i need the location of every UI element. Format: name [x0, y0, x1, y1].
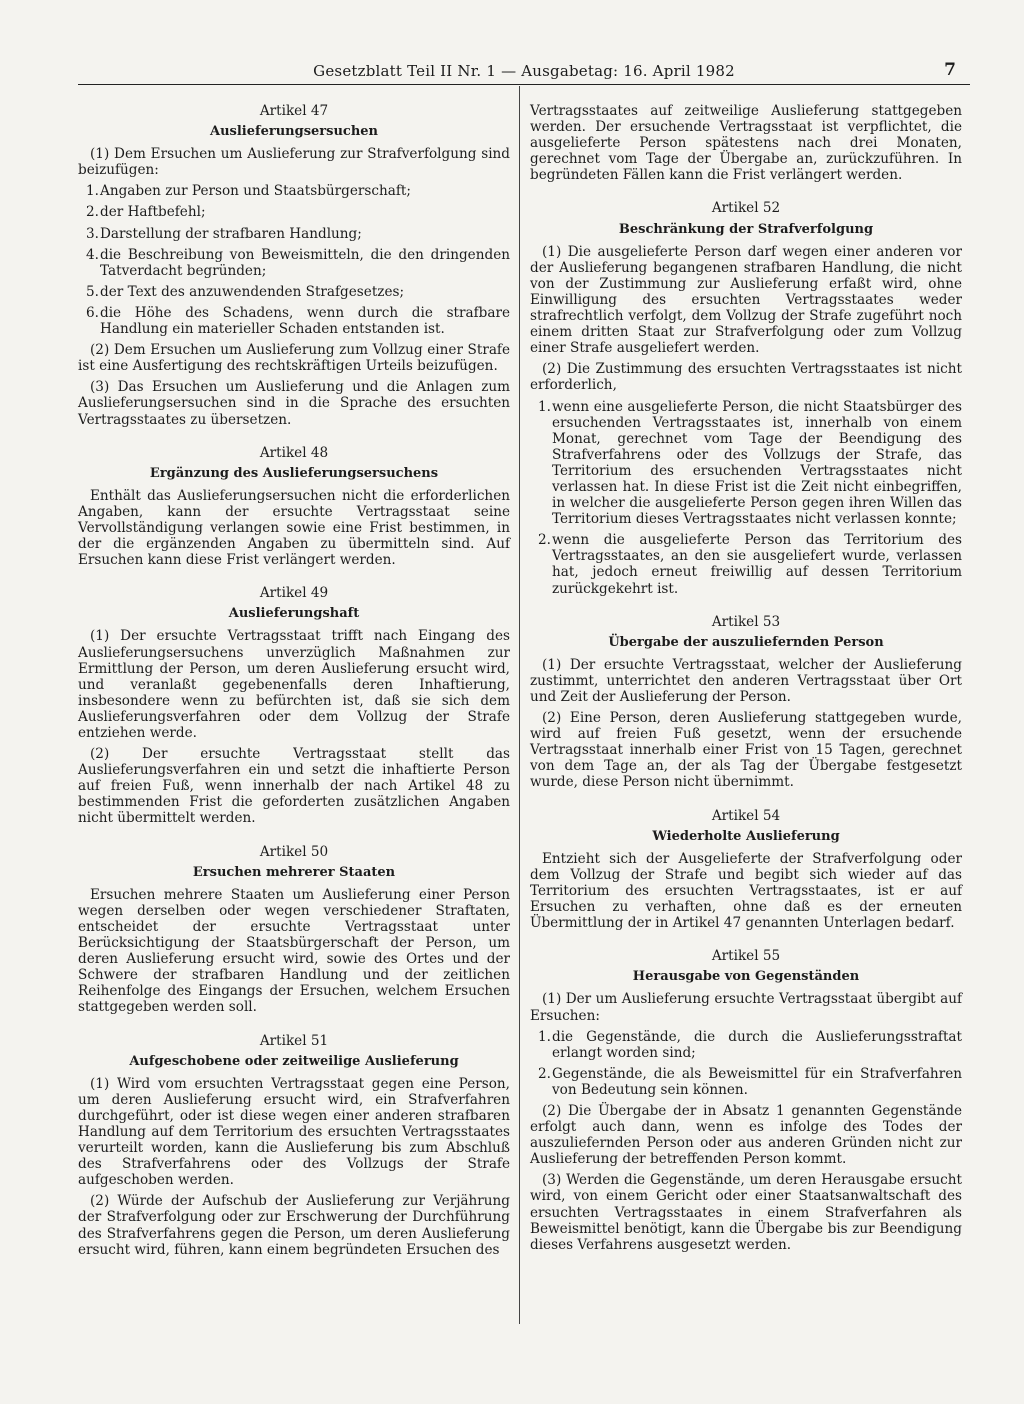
right-column: [530, 103, 962, 1258]
list-item-number: 4.: [86, 246, 99, 263]
article-title: Beschränkung der Strafverfolgung: [618, 221, 874, 237]
list-item: [78, 226, 510, 242]
article-title: Ersuchen mehrerer Staaten: [192, 864, 396, 880]
article-paragraph: Enthält das Auslieferungsersuchen nicht die erforderlichen Angaben, kann der ersuchte Vertragsstaat seine Vervollständigung verlangen sowie eine Frist bestimmen, in der die ergänzenden Angaben zu übermitteln sind. Auf Ersuchen kann diese Frist verlängert werden.: [78, 487, 510, 569]
article-section: [530, 808, 962, 932]
list-item-text: Gegenstände, die als Beweismittel für ein Strafverfahren von Bedeutung sein können.: [552, 1065, 962, 1098]
article-section: [530, 200, 962, 596]
article-paragraph: (1) Dem Ersuchen um Auslieferung zur Strafverfolgung sind beizufügen:: [78, 146, 510, 179]
article-section: [530, 948, 962, 1253]
article-paragraph: (2) Die Zustimmung des ersuchten Vertragsstaates ist nicht erforderlich,: [530, 361, 962, 394]
numbered-list: [530, 399, 962, 597]
article-section: [78, 585, 510, 826]
article-paragraph: (2) Eine Person, deren Auslieferung stattgegeben wurde, wird auf freien Fuß gesetzt, wenn der ersuchende Vertragsstaat innerhalb einer Frist von 15 Tagen, gerechnet von dem Tage an, der als Tag der Übergabe festgesetzt wurde, diese Person nicht übernimmt.: [530, 710, 962, 791]
article-paragraph: (1) Wird vom ersuchten Vertragsstaat gegen eine Person, um deren Auslieferung ersucht wird, ein Strafverfahren durchgeführt, oder ist diese wegen einer anderen strafbaren Handlung auf dem Territorium des ersuchten Vertragsstaates verurteilt worden, kann die Auslieferung bis zum Abschluß des Strafverfahrens oder des Vollzugs der Strafe aufgeschoben werden.: [78, 1075, 510, 1189]
column-divider: [519, 86, 520, 1324]
article-number: Artikel 49: [259, 585, 329, 602]
article-title: Auslieferungshaft: [228, 606, 360, 622]
list-item-text: Angaben zur Person und Staatsbürgerschaft;: [100, 183, 411, 200]
article-number: Artikel 47: [259, 103, 329, 119]
article-section: [78, 1033, 510, 1258]
article-number: Artikel 51: [259, 1032, 329, 1049]
list-item-number: 5.: [86, 283, 99, 300]
list-item-text: die Höhe des Schadens, wenn durch die strafbare Handlung ein materieller Schaden entstanden ist.: [100, 304, 510, 338]
list-item-number: 3.: [86, 225, 99, 242]
article-title: Aufgeschobene oder zeitweilige Auslieferung: [129, 1053, 459, 1069]
article-number: Artikel 48: [259, 444, 329, 461]
list-item: [530, 1066, 962, 1098]
article-number: Artikel 50: [259, 843, 329, 860]
list-item: [78, 284, 510, 300]
article-paragraph: Entzieht sich der Ausgelieferte der Strafverfolgung oder dem Vollzug der Strafe und begibt sich wieder auf das Territorium des ersuchten Vertragsstaates, ist er auf Ersuchen zu verhaften, ohne daß es der erneuten Übermittlung der in Artikel 47 genannten Unterlagen bedarf.: [530, 850, 962, 932]
list-item-text: der Text des anzuwendenden Strafgesetzes;: [100, 283, 405, 300]
list-item-text: die Gegenstände, die durch die Auslieferungsstraftat erlangt worden sind;: [552, 1028, 962, 1061]
article-paragraph: (3) Werden die Gegenstände, um deren Herausgabe ersucht wird, von einem Gericht oder einer Staatsanwaltschaft des ersuchten Vertragsstaates in einem Strafverfahren als Beweismittel benötigt, kann die Übergabe bis zur Beendigung dieses Verfahrens ausgesetzt werden.: [530, 1172, 962, 1253]
list-item: [78, 204, 510, 220]
article-paragraph: (1) Der um Auslieferung ersuchte Vertragsstaat übergibt auf Ersuchen:: [530, 991, 962, 1024]
article-number: Artikel 52: [711, 200, 781, 217]
article-paragraph: (2) Würde der Aufschub der Auslieferung zur Verjährung der Strafverfolgung oder zur Erschwerung der Durchführung des Strafverfahrens gegen die Person, um deren Auslieferung ersucht wird, führen, kann einem begründeten Ersuchen des: [78, 1193, 510, 1258]
list-item-number: 1.: [86, 183, 99, 200]
numbered-list: [530, 1029, 962, 1098]
list-item-text: der Haftbefehl;: [100, 204, 206, 221]
list-item: [530, 399, 962, 528]
article-paragraph: (1) Der ersuchte Vertragsstaat trifft nach Eingang des Auslieferungsersuchens unverzüglich Maßnahmen zur Ermittlung der Person, um deren Auslieferung ersucht wird, und veranlaßt gegebenenfalls deren Inhaftierung, insbesondere wenn zu befürchten ist, daß sie sich dem Auslieferungsverfahren oder dem Vollzug der Strafe entziehen werde.: [78, 628, 510, 741]
article-number: Artikel 53: [711, 613, 781, 630]
article-title: Ergänzung des Auslieferungsersuchens: [149, 465, 439, 481]
list-item: [78, 247, 510, 279]
gazette-title: Gesetzblatt Teil II Nr. 1 — Ausgabetag: 16. April 1982: [313, 62, 735, 80]
article-title: Wiederholte Auslieferung: [652, 828, 840, 844]
list-item-number: 1.: [538, 398, 551, 415]
left-column: [78, 103, 510, 1263]
article-paragraph: (3) Das Ersuchen um Auslieferung und die Anlagen zum Auslieferungsersuchen sind in die Sprache des ersuchten Vertragsstaates zu übersetzen.: [78, 379, 510, 428]
list-item-text: wenn die ausgelieferte Person das Territorium des Vertragsstaates, an den sie ausgeliefert wurde, verlassen hat, jedoch erneut freiwillig auf dessen Territorium zurückgekehrt ist.: [552, 532, 962, 597]
list-item: [530, 532, 962, 596]
article-section: [530, 614, 962, 791]
page-number: 7: [944, 60, 956, 80]
page-header: [78, 62, 970, 85]
article-paragraph: (2) Die Übergabe der in Absatz 1 genannten Gegenstände erfolgt auch dann, wenn es infolge des Todes der auszuliefernden Person oder aus anderen Gründen nicht zur Auslieferung der betreffenden Person kommt.: [530, 1102, 962, 1168]
article-paragraph: (2) Dem Ersuchen um Auslieferung zum Vollzug einer Strafe ist eine Ausfertigung des rechtskräftigen Urteils beizufügen.: [78, 342, 510, 375]
article-number: Artikel 54: [711, 807, 781, 824]
article-number: Artikel 55: [711, 948, 781, 965]
continued-paragraph: Vertragsstaates auf zeitweilige Auslieferung stattgegeben werden. Der ersuchende Vertragsstaat ist verpflichtet, die ausgelieferte Person spätestens nach drei Monaten, gerechnet vom Tage der Übergabe an, zurückzuführen. In begründeten Fällen kann die Frist verlängert werden.: [530, 103, 962, 184]
list-item: [78, 305, 510, 337]
article-title: Übergabe der auszuliefernden Person: [608, 634, 884, 650]
numbered-list: [78, 183, 510, 337]
article-paragraph: (2) Der ersuchte Vertragsstaat stellt das Auslieferungsverfahren ein und setzt die inhaftierte Person auf freien Fuß, wenn innerhalb der nach Artikel 48 zu bestimmenden Frist die geforderten zusätzlichen Angaben nicht übermittelt werden.: [78, 746, 510, 827]
article-title: Herausgabe von Gegenständen: [632, 969, 860, 985]
list-item: [530, 1029, 962, 1061]
article-paragraph: (1) Der ersuchte Vertragsstaat, welcher der Auslieferung zustimmt, unterrichtet den anderen Vertragsstaat über Ort und Zeit der Auslieferung der Person.: [530, 656, 962, 705]
list-item-text: wenn eine ausgelieferte Person, die nicht Staatsbürger des ersuchenden Vertragsstaates ist, innerhalb von einem Monat, gerechnet vom Tage der Beendigung des Strafverfahrens oder des Vollzugs der Strafe, das Territorium des ersuchenden Vertragsstaates nicht verlassen hat. In diese Frist ist die Zeit nicht einbegriffen, in welcher die ausgelieferte Person gegen ihren Willen das Territorium dieses Vertragsstaates nicht verlassen konnte;: [552, 398, 962, 528]
article-paragraph: Ersuchen mehrere Staaten um Auslieferung einer Person wegen derselben oder wegen verschiedener Straftaten, entscheidet der ersuchte Vertragsstaat unter Berücksichtigung der Staatsbürgerschaft der Person, um deren Auslieferung ersucht wird, sowie des Ortes und der Schwere der strafbaren Handlung und der zeitlichen Reihenfolge des Eingangs der Ersuchen, welchem Ersuchen stattgegeben werden soll.: [78, 886, 510, 1016]
list-item-number: 2.: [538, 532, 551, 549]
list-item-text: die Beschreibung von Beweismitteln, die den dringenden Tatverdacht begründen;: [100, 246, 510, 279]
article-section: [78, 445, 510, 569]
list-item-text: Darstellung der strafbaren Handlung;: [100, 225, 362, 242]
list-item-number: 6.: [86, 304, 99, 321]
list-item-number: 2.: [86, 204, 99, 221]
article-paragraph: (1) Die ausgelieferte Person darf wegen einer anderen vor der Auslieferung begangenen strafbaren Handlung, die nicht von der Zustimmung zur Auslieferung erfaßt wird, ohne Einwilligung des ersuchten Vertragsstaates weder strafrechtlich verfolgt, dem Vollzug der Strafe zugeführt noch einem dritten Staat zur Strafverfolgung oder zum Vollzug einer Strafe ausgeliefert werden.: [530, 243, 962, 357]
list-item-number: 2.: [538, 1065, 551, 1082]
list-item: [78, 183, 510, 199]
article-title: Auslieferungsersuchen: [209, 124, 378, 140]
list-item-number: 1.: [538, 1028, 551, 1045]
article-section: [78, 844, 510, 1016]
article-section: [78, 103, 510, 428]
